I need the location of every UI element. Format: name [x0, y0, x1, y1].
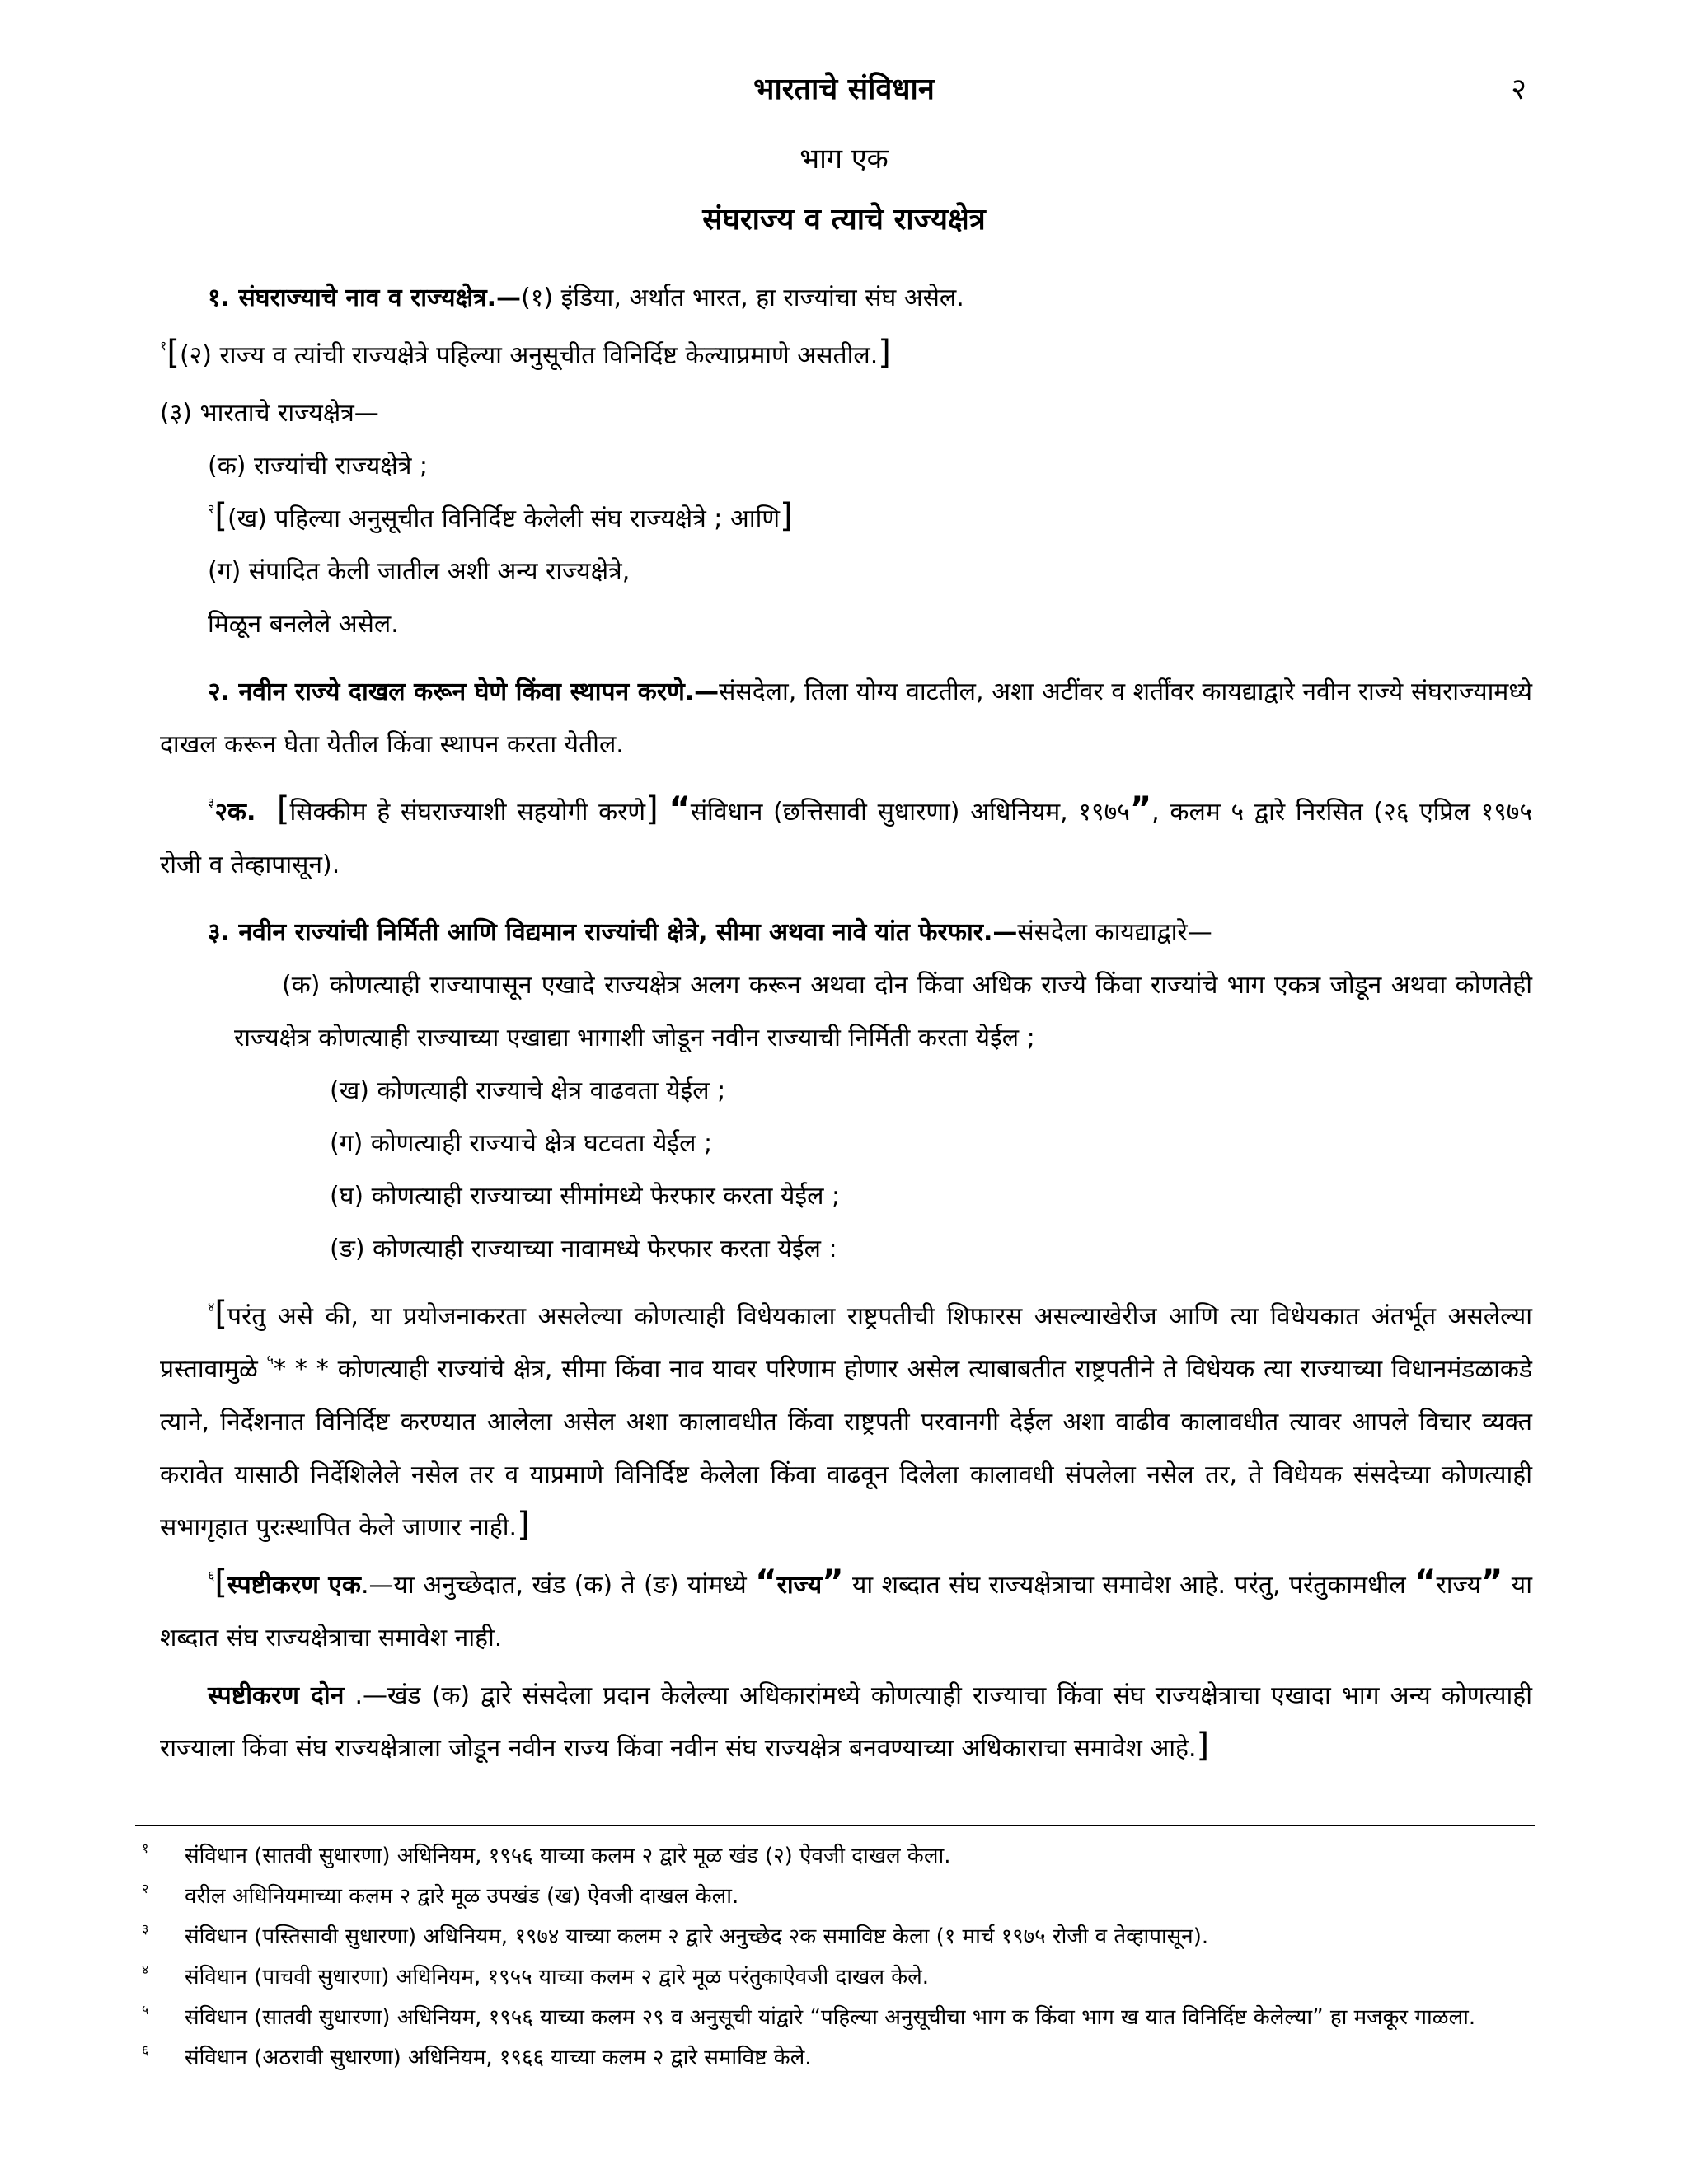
explanation-2: स्पष्टीकरण दोन .—खंड (क) द्वारे संसदेला प्रदान केलेल्या अधिकारांमध्ये कोणत्याही राज्याचा किंवा संघ राज्यक्षेत्राचा एखादा भाग अन्य कोणत्याही राज्याला किंवा संघ राज्यक्षेत्राला जोडून नवीन राज्य किंवा नवीन संघ राज्यक्षेत्र बनवण्याच्या अधिकाराचा समावेश आहे.]: [160, 1681, 1532, 1765]
footnote-ref: ५: [266, 1352, 274, 1367]
article-1-item-kha: (ख) पहिल्या अनुसूचीत विनिर्दिष्ट केलेली संघ राज्यक्षेत्रे ; आणि: [227, 504, 781, 533]
proviso-part-2: कोणत्याही राज्यांचे क्षेत्र, सीमा किंवा नाव यावर परिणाम होणार असेल त्याबाबतीत राष्ट्रपतीने ते विधेयक त्या राज्याच्या विधानमंडळाकडे त्याने, निर्देशनात विनिर्दिष्ट करण्यात आलेला असेल अशा कालावधीत किंवा राष्ट्रपती परवानगी देईल अशा वाढीव कालावधीत त्यावर आपले विचार व्यक्त करावेत यासाठी निर्देशिलेले नसेल तर व याप्रमाणे विनिर्दिष्ट केलेला किंवा वाढवून दिलेला कालावधी संपलेला नसेल तर, ते विधेयक संसदेच्या कोणत्याही सभागृहात पुरःस्थापित केले जाणार नाही.: [160, 1355, 1532, 1542]
footnote: [142, 2038, 1533, 2079]
article-2-heading: २. नवीन राज्ये दाखल करून घेणे किंवा स्थापन करणे.—: [208, 677, 720, 706]
article-1-clause-3: (३) भारताचे राज्यक्षेत्र—: [160, 399, 379, 428]
article-3-intro: संसदेला कायद्याद्वारे—: [1017, 918, 1212, 947]
part-label: भाग एक: [799, 143, 889, 176]
article-3-item-ka: (क) कोणत्याही राज्यापासून एखादे राज्यक्षेत्र अलग करून अथवा दोन किंवा अधिक राज्ये किंवा राज्यांचे भाग एकत्र जोडून अथवा कोणतेही राज्यक्षेत्र कोणत्याही राज्याच्या एखाद्या भागाशी जोडून नवीन राज्याची निर्मिती करता येईल ;: [234, 971, 1532, 1052]
footnote-number: ५: [142, 2002, 149, 2018]
article-3-proviso: $^४$[परंतु असे की, या प्रयोजनाकरता असलेल्या कोणत्याही विधेयकाला राष्ट्रपतीची शिफारस असल्याखेरीज आणि त्या विधेयकात अंतर्भूत असलेल्या प्रस्तावामुळे $^५$* * * कोणत्याही राज्यांचे क्षेत्र, सीमा किंवा नाव यावर परिणाम होणार असेल त्याबाबतीत राष्ट्रपतीने ते विधेयक त्या राज्याच्या विधानमंडळाकडे त्याने, निर्देशनात विनिर्दिष्ट करण्यात आलेला असेल अशा कालावधीत किंवा राष्ट्रपती परवानगी देईल अशा वाढीव कालावधीत त्यावर आपले विचार व्यक्त करावेत यासाठी निर्देशिलेले नसेल तर व याप्रमाणे विनिर्दिष्ट केलेला किंवा वाढवून दिलेला कालावधी संपलेला नसेल तर, ते विधेयक संसदेच्या कोणत्याही सभागृहात पुरःस्थापित केले जाणार नाही.]: [160, 1295, 1532, 1544]
footnote-ref: २: [208, 501, 215, 517]
article-3-item-ka-wrap: [160, 959, 1532, 1065]
footnote-ref: ३: [208, 794, 215, 810]
explanation-1-part-a: .—या अनुच्छेदात, खंड (क) ते (ङ) यांमध्ये: [360, 1571, 756, 1600]
footnote-ref: ४: [208, 1299, 215, 1315]
footnote: [142, 1836, 1533, 1877]
document-title: भारताचे संविधान: [753, 73, 935, 106]
article-1-item-kha-line: $^२$[(ख) पहिल्या अनुसूचीत विनिर्दिष्ट केलेली संघ राज्यक्षेत्रे ; आणि]: [208, 497, 793, 535]
footnote-text: संविधान (सातवी सुधारणा) अधिनियम, १९५६ याच्या कलम २ द्वारे मूळ खंड (२) ऐवजी दाखल केला.: [185, 1844, 951, 1868]
page-number: २: [1511, 73, 1526, 106]
article-2a-act-name: संविधान (छत्तिसावी सुधारणा) अधिनियम, १९७५: [690, 798, 1130, 827]
explanation-1-part-b: या शब्दात संघ राज्यक्षेत्राचा समावेश आहे. परंतु, परंतुकामधील: [843, 1571, 1415, 1600]
article-2a: $^३$२क. [सिक्कीम हे संघराज्याशी सहयोगी करणे] “संविधान (छत्तिसावी सुधारणा) अधिनियम, १९७५”, कलम ५ द्वारे निरसित (२६ एप्रिल १९७५ रोजी व तेव्हापासून).: [160, 790, 1532, 879]
explanation-1: $^६$[स्पष्टीकरण एक.—या अनुच्छेदात, खंड (क) ते (ङ) यांमध्ये “राज्य” या शब्दात संघ राज्यक्षेत्राचा समावेश आहे. परंतु, परंतुकामधील “राज्य” या शब्दात संघ राज्यक्षेत्राचा समावेश नाही.: [160, 1563, 1532, 1652]
footnote-number: ४: [142, 1961, 149, 1977]
footnote-number: ३: [142, 1921, 149, 1937]
article-1-clause-2: (२) राज्य व त्यांची राज्यक्षेत्रे पहिल्या अनुसूचीत विनिर्दिष्ट केल्याप्रमाणे असतील.: [179, 341, 879, 370]
footnote-divider: [135, 1825, 1535, 1826]
footnote-number: १: [142, 1840, 149, 1856]
footnote-number: ६: [142, 2042, 149, 2058]
article-1-clause-2-line: $^१$[(२) राज्य व त्यांची राज्यक्षेत्रे पहिल्या अनुसूचीत विनिर्दिष्ट केल्याप्रमाणे असतील.]: [160, 334, 891, 372]
article-1-item-ga: (ग) संपादित केली जातील अशी अन्य राज्यक्षेत्रे,: [208, 557, 631, 586]
article-3-item-kha: (ख) कोणत्याही राज्याचे क्षेत्र वाढवता येईल ;: [330, 1076, 726, 1105]
footnotes: [142, 1836, 1533, 2079]
explanation-1-heading: स्पष्टीकरण एक: [227, 1571, 361, 1600]
article-2-text: संसदेला, तिला योग्य वाटतील, अशा अटींवर व शर्तींवर कायद्याद्वारे नवीन राज्ये संघराज्यामध्ये दाखल करून घेता येतील किंवा स्थापन करता येतील.: [160, 677, 1532, 759]
quoted-word: राज्य: [1436, 1571, 1482, 1600]
article-1-closing: मिळून बनलेले असेल.: [208, 610, 399, 639]
part-title: संघराज्य व त्याचे राज्यक्षेत्र: [702, 203, 986, 237]
footnote: [142, 1998, 1533, 2038]
article-1-item-ka: (क) राज्यांची राज्यक्षेत्रे ;: [208, 452, 429, 480]
article-1-line: [160, 272, 1532, 325]
article-3-item-nga: (ङ) कोणत्याही राज्याच्या नावामध्ये फेरफार करता येईल :: [330, 1235, 837, 1263]
quoted-word: राज्य: [776, 1571, 823, 1600]
omitted-text-marker: * * *: [274, 1355, 329, 1384]
article-3-line: [160, 907, 1532, 959]
article-2: [160, 666, 1532, 771]
article-3-item-ga: (ग) कोणत्याही राज्याचे क्षेत्र घटवता येईल ;: [330, 1129, 713, 1158]
footnote-text: संविधान (पाचवी सुधारणा) अधिनियम, १९५५ याच्या कलम २ द्वारे मूळ परंतुकाऐवजी दाखल केले.: [185, 1965, 930, 1990]
footnote: [142, 1957, 1533, 1998]
footnote: [142, 1917, 1533, 1957]
footnote-text: वरील अधिनियमाच्या कलम २ द्वारे मूळ उपखंड (ख) ऐवजी दाखल केला.: [185, 1884, 739, 1909]
explanation-2-heading: स्पष्टीकरण दोन: [208, 1681, 345, 1710]
article-2a-bracket-text: सिक्कीम हे संघराज्याशी सहयोगी करणे: [289, 798, 646, 827]
footnote-ref: १: [160, 338, 167, 354]
proviso-part-1: परंतु असे की, या प्रयोजनाकरता असलेल्या कोणत्याही विधेयकाला राष्ट्रपतीची शिफारस असल्याखेरीज आणि त्या विधेयकात अंतर्भूत असलेल्या प्रस्तावामुळे: [160, 1302, 1532, 1384]
document-body: [160, 272, 1532, 1775]
footnote-text: संविधान (अठरावी सुधारणा) अधिनियम, १९६६ याच्या कलम २ द्वारे समाविष्ट केले.: [185, 2046, 812, 2070]
footnote-ref: ६: [208, 1568, 215, 1583]
article-1-heading: १. संघराज्याचे नाव व राज्यक्षेत्र.—: [208, 284, 522, 312]
article-3-heading: ३. नवीन राज्यांची निर्मिती आणि विद्यमान राज्यांची क्षेत्रे, सीमा अथवा नावे यांत फेरफार.—: [208, 918, 1018, 947]
footnote-text: संविधान (पस्तिसावी सुधारणा) अधिनियम, १९७४ याच्या कलम २ द्वारे अनुच्छेद २क समाविष्ट केला (१ मार्च १९७५ रोजी व तेव्हापासून).: [185, 1924, 1209, 1949]
article-1-clause-1: (१) इंडिया, अर्थात भारत, हा राज्यांचा संघ असेल.: [521, 284, 964, 312]
article-3-item-gha: (घ) कोणत्याही राज्याच्या सीमांमध्ये फेरफार करता येईल ;: [330, 1182, 841, 1211]
article-2a-heading: २क.: [214, 798, 256, 827]
footnote-number: २: [142, 1881, 149, 1896]
footnote: [142, 1877, 1533, 1917]
footnote-text: संविधान (सातवी सुधारणा) अधिनियम, १९५६ याच्या कलम २९ व अनुसूची यांद्वारे “पहिल्या अनुसूचीचा भाग क किंवा भाग ख यात विनिर्दिष्ट केलेल्या” हा मजकूर गाळला.: [185, 2005, 1476, 2030]
article-2a-rest: , कलम ५ द्वारे निरसित (२६ एप्रिल १९७५ रोजी व तेव्हापासून).: [160, 798, 1532, 879]
explanation-1-part-c: या शब्दात संघ राज्यक्षेत्राचा समावेश नाही.: [160, 1571, 1532, 1652]
explanation-2-text: .—खंड (क) द्वारे संसदेला प्रदान केलेल्या अधिकारांमध्ये कोणत्याही राज्याचा किंवा संघ राज्यक्षेत्राचा एखादा भाग अन्य कोणत्याही राज्याला किंवा संघ राज्यक्षेत्राला जोडून नवीन राज्य किंवा नवीन संघ राज्यक्षेत्र बनवण्याच्या अधिकाराचा समावेश आहे.: [160, 1681, 1532, 1763]
